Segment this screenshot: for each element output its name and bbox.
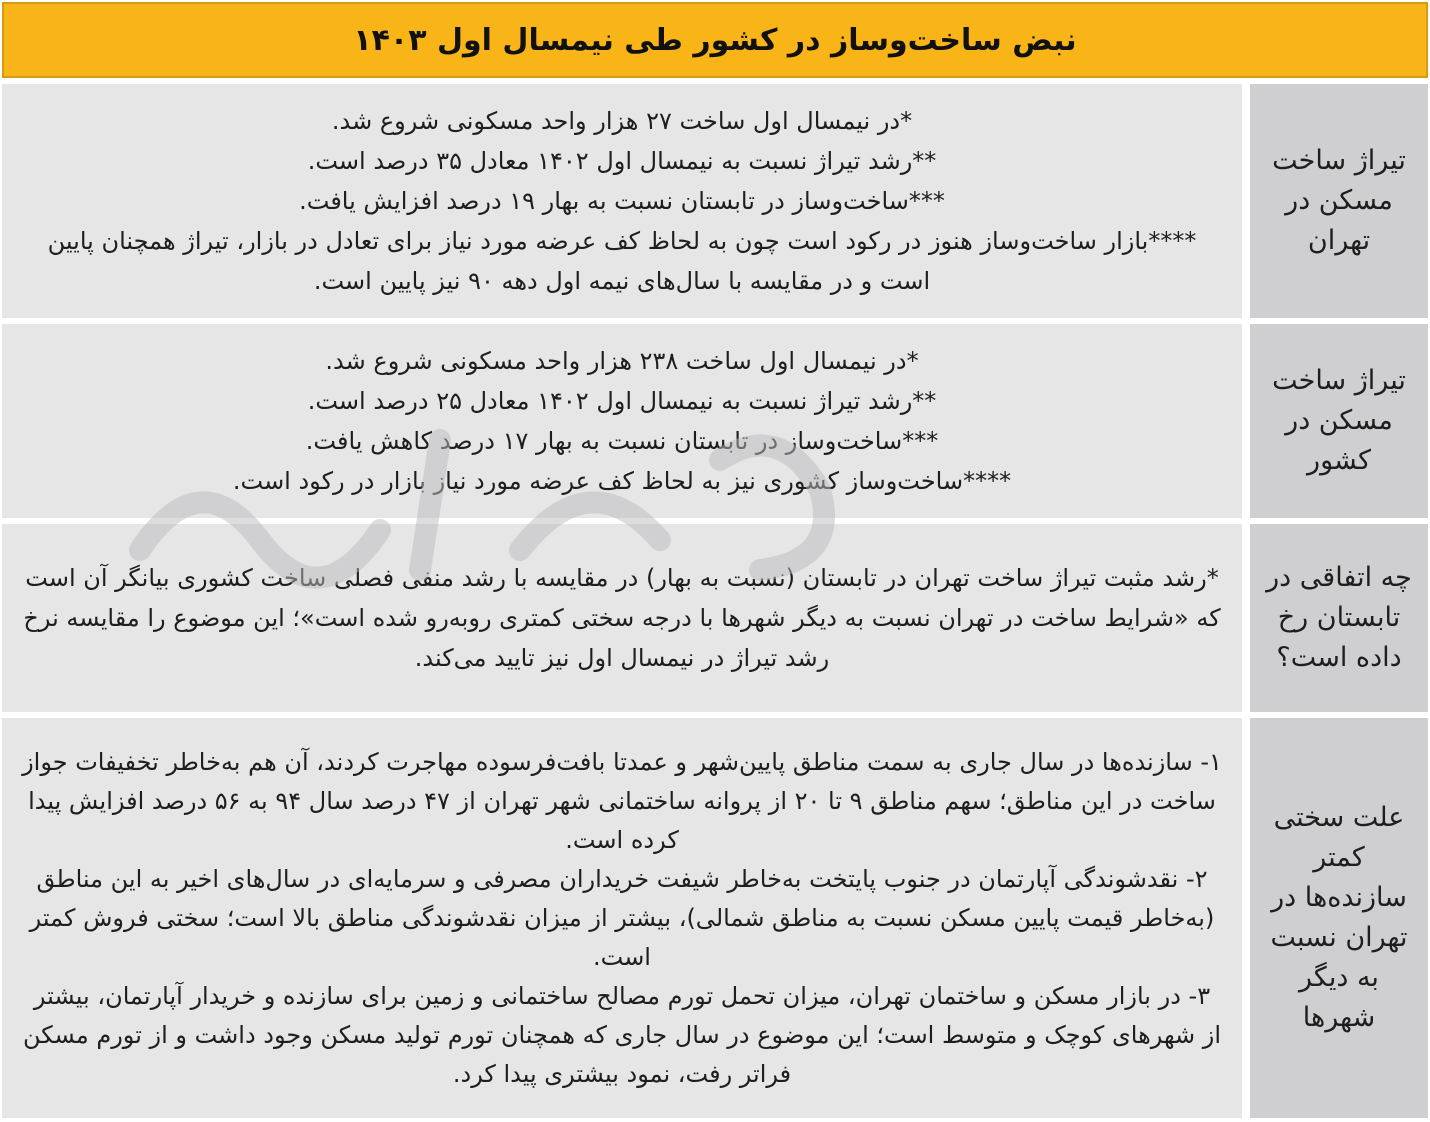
table-row <box>0 718 1430 1118</box>
row-content-country-tirage <box>2 324 1242 518</box>
row-content-text <box>22 101 1222 301</box>
row-label-cell <box>1250 718 1428 1118</box>
row-content-text <box>22 558 1222 678</box>
content-line: **رشد تیراژ نسبت به نیمسال اول ۱۴۰۲ معادل ۳۵ درصد است. <box>307 147 937 175</box>
content-line: ۲- نقدشوندگی آپارتمان در جنوب پایتخت به‌خاطر شیفت خریداران مصرفی و سرمایه‌ای در سال‌های اخیر به این مناطق (به‌خاطر قیمت پایین مسکن نسبت به مناطق شمالی)، بیشتر از میزان نقدشوندگی مناطق بالا است؛ سختی فروش کمتر است. <box>29 864 1215 971</box>
content-line: ***ساخت‌وساز در تابستان نسبت به بهار ۱۷ درصد کاهش یافت. <box>305 427 939 455</box>
table-row <box>0 84 1430 318</box>
row-label: علت سختی کمتر سازنده‌ها در تهران نسبت به دیگر شهرها <box>1270 802 1408 1033</box>
row-content-text <box>22 341 1222 501</box>
content-line: ۳- در بازار مسکن و ساختمان تهران، میزان تحمل تورم مصالح ساختمانی و زمین برای سازنده و خریدار آپارتمان، بیشتر از شهرهای کوچک و متوسط است؛ این موضوع در سال جاری که همچنان تورم تولید مسکن وجود داشت و از تورم مسکن فراتر رفت، نمود بیشتری پیدا کرد. <box>22 981 1222 1088</box>
row-content-summer <box>2 524 1242 712</box>
row-label-cell <box>1250 84 1428 318</box>
content-line: **رشد تیراژ نسبت به نیمسال اول ۱۴۰۲ معادل ۲۵ درصد است. <box>307 387 937 415</box>
content-line: ۱- سازنده‌ها در سال جاری به سمت مناطق پایین‌شهر و عمدتا بافت‌فرسوده مهاجرت کردند، آن هم به‌خاطر تخفیفات جواز ساخت در این مناطق؛ سهم مناطق ۹ تا ۲۰ از پروانه ساختمانی شهر تهران از ۴۷ درصد سال ۹۴ به ۵۶ درصد افزایش پیدا کرده است. <box>22 747 1222 854</box>
content-line: ***ساخت‌وساز در تابستان نسبت به بهار ۱۹ درصد افزایش یافت. <box>299 187 945 215</box>
content-line: *رشد مثبت تیراژ ساخت تهران در تابستان (نسبت به بهار) در مقایسه با رشد منفی فصلی ساخت کشوری بیانگر آن است که «شرایط ساخت در تهران نسبت به دیگر شهرها با درجه سختی کمتری روبه‌رو شده است»؛ این موضوع را مقایسه نرخ رشد تیراژ در نیمسال اول نیز تایید می‌کند. <box>23 564 1221 672</box>
title-bar <box>2 2 1428 78</box>
row-content-text <box>22 743 1222 1094</box>
row-label: تیراژ ساخت مسکن در تهران <box>1272 145 1406 256</box>
row-content-tehran-tirage <box>2 84 1242 318</box>
table-title: نبض ساخت‌وساز در کشور طی نیمسال اول ۱۴۰۳ <box>353 22 1077 58</box>
row-label: تیراژ ساخت مسکن در کشور <box>1272 365 1406 476</box>
row-content-reasons <box>2 718 1242 1118</box>
content-line: *در نیمسال اول ساخت ۲۳۸ هزار واحد مسکونی شروع شد. <box>325 347 919 375</box>
row-label: چه اتفاقی در تابستان رخ داده است؟ <box>1266 562 1412 673</box>
row-label-cell <box>1250 324 1428 518</box>
content-line: ****ساخت‌وساز کشوری نیز به لحاظ کف عرضه مورد نیاز بازار در رکود است. <box>232 467 1012 495</box>
content-line: ****بازار ساخت‌وساز هنوز در رکود است چون به لحاظ کف عرضه مورد نیاز برای تعادل در بازار، تیراژ همچنان پایین است و در مقایسه با سال‌های نیمه اول دهه ۹۰ نیز پایین است. <box>47 227 1197 295</box>
row-label-cell <box>1250 524 1428 712</box>
table-row <box>0 324 1430 518</box>
table-row <box>0 524 1430 712</box>
content-line: *در نیمسال اول ساخت ۲۷ هزار واحد مسکونی شروع شد. <box>331 107 913 135</box>
